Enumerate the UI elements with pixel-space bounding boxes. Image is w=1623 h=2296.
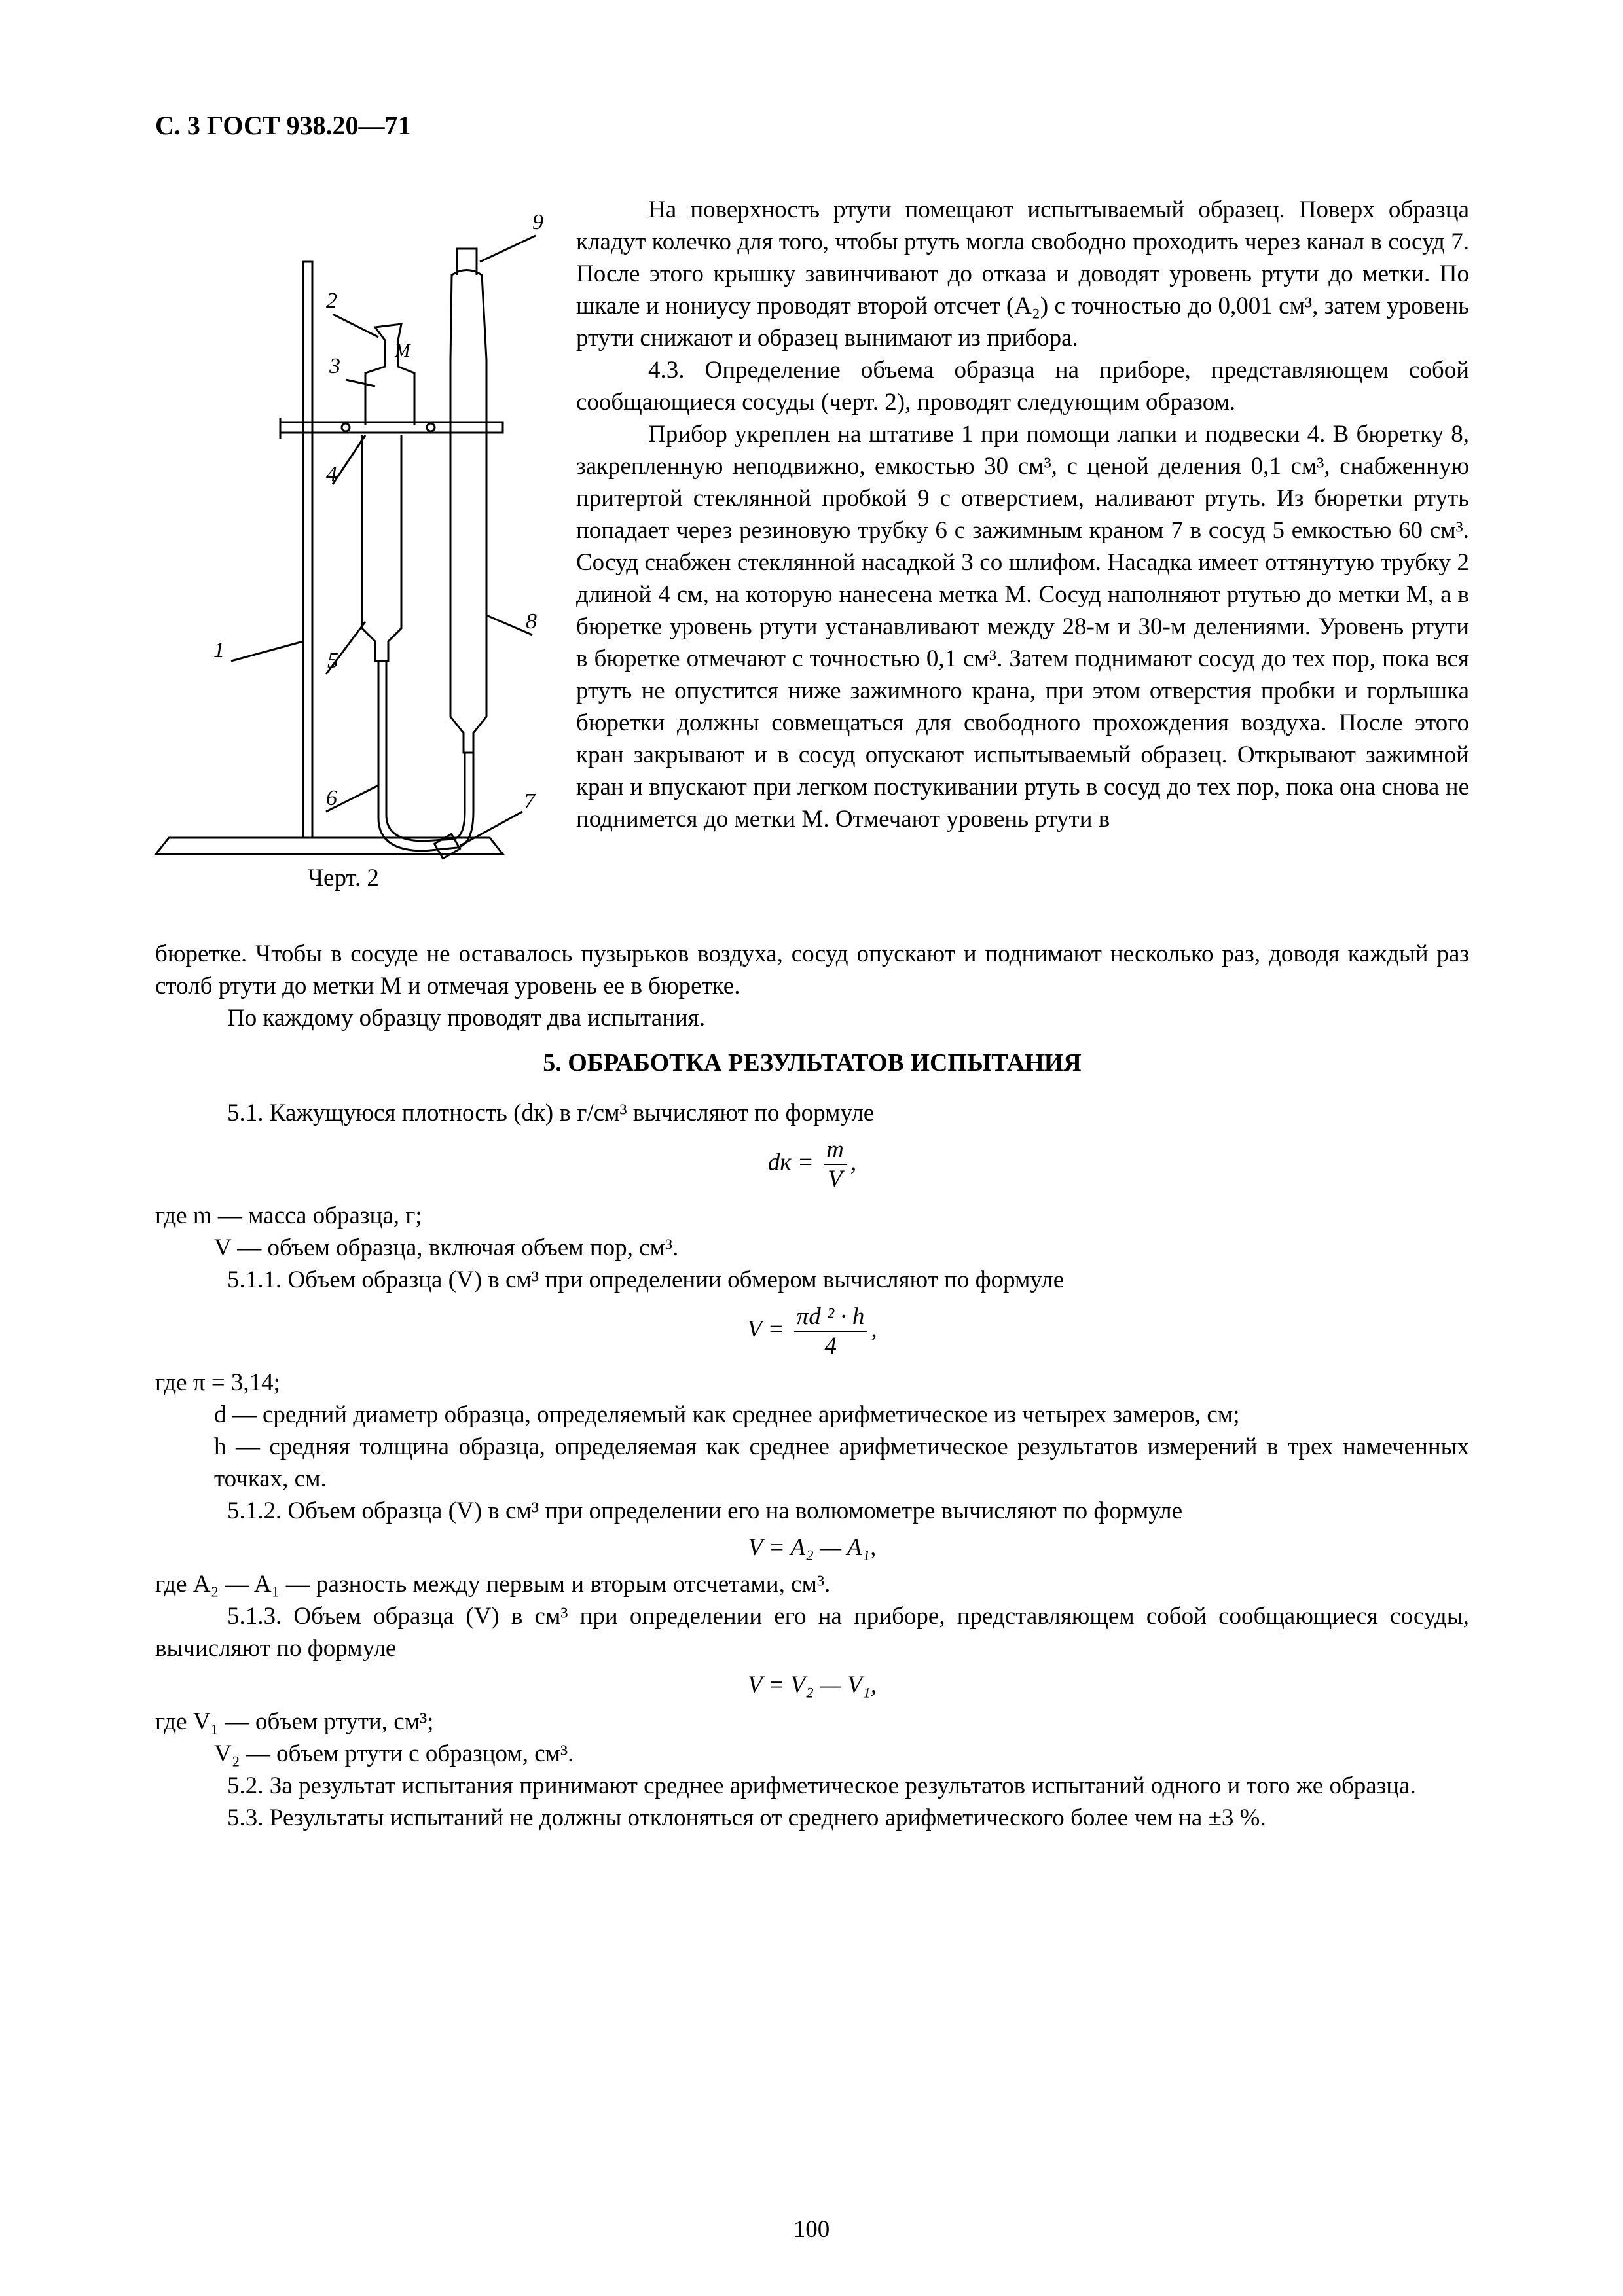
formula-density-num: m [824, 1136, 847, 1165]
paragraph-two-tests: По каждому образцу проводят два испытания. [227, 1005, 706, 1031]
label-1: 1 [213, 638, 225, 662]
apparatus-drawing [149, 209, 568, 916]
paragraph-sample-placement: На поверхность ртути помещают испытываемый образец. Поверх образца кладут колечко для того, чтобы ртуть могла свободно проходить через канал в сосуд 7. После этого крышку завинчивают до отказа и доводят уровень ртути до метки. По шкале и нониусу проводят второй отсчет (A₂) с точностью до 0,001 см³, затем уровень ртути снижают и образец вынимают из прибора. [576, 196, 1469, 351]
where-h: h — средняя толщина образца, определяемая как среднее арифметическое результатов измерений в трех намеченных точках, см. [214, 1433, 1469, 1492]
label-4: 4 [326, 462, 337, 486]
formula-volume-lhs: V = [747, 1316, 784, 1343]
paragraph-5-3: 5.3. Результаты испытаний не должны отклоняться от среднего арифметического более чем на ±3 %. [227, 1804, 1266, 1831]
formula-volumometer: V = A₂ — A₁, [748, 1534, 877, 1561]
continuation-text [155, 938, 1469, 1034]
where-v: V — объем образца, включая объем пор, см³. [214, 1234, 679, 1261]
label-5: 5 [327, 649, 338, 673]
where-d: d — средний диаметр образца, определяемый как среднее арифметическое из четырех замеров, см; [214, 1401, 1240, 1428]
where-v2: V₂ — объем ртути с образцом, см³. [214, 1740, 574, 1767]
figure-caption: Черт. 2 [308, 865, 379, 891]
formula-volume-num: πd ² · h [794, 1302, 867, 1332]
paragraph-continuation: бюретке. Чтобы в сосуде не оставалось пузырьков воздуха, сосуд опускают и поднимают несколько раз, доводя каждый раз столб ртути до метки М и отмечая уровень ее в бюретке. [155, 941, 1469, 999]
label-3: 3 [329, 354, 340, 378]
label-2: 2 [326, 289, 337, 313]
where-a2-a1: где A₂ — A₁ — разность между первым и вторым отсчетами, см³. [155, 1571, 831, 1598]
formula-volume-den: 4 [824, 1333, 837, 1359]
label-6: 6 [326, 786, 337, 810]
paragraph-5-1-2: 5.1.2. Объем образца (V) в см³ при определении его на волюмометре вычисляют по формуле [227, 1498, 1183, 1524]
paragraph-apparatus: Прибор укреплен на штативе 1 при помощи лапки и подвески 4. В бюретку 8, закрепленную неподвижно, емкостью 30 см³, с ценой деления 0,1 см³, снабженную притертой стеклянной пробкой 9 с отверстием, наливают ртуть. Из бюретки ртуть попадает через резиновую трубку 6 с зажимным краном 7 в сосуд 5 емкостью 60 см³. Сосуд снабжен стеклянной насадкой 3 со шлифом. Насадка имеет оттянутую трубку 2 длиной 4 см, на которую нанесена метка М. Сосуд наполняют ртутью до метки М, а в бюретке уровень ртути устанавливают между 28-м и 30-м делениями. Уровень ртути в бюретке отмечают с точностью 0,1 см³. Затем поднимают сосуд до тех пор, пока вся ртуть не опустится ниже зажимного крана, при этом отверстия пробки и горлышка бюретки должны совмещаться для свободного прохождения воздуха. После этого кран закрывают и в сосуд опускают испытываемый образец. Открывают зажимной кран и впускают при легком постукивании ртуть в сосуд до тех пор, пока она снова не поднимется до метки М. Отмечают уровень ртути в [576, 421, 1469, 833]
where-v1: где V₁ — объем ртути, см³; [155, 1708, 434, 1735]
section-title: 5. ОБРАБОТКА РЕЗУЛЬТАТОВ ИСПЫТАНИЯ [543, 1049, 1082, 1077]
page-number: 100 [793, 2216, 830, 2243]
paragraph-5-1: 5.1. Кажущуюся плотность (dк) в г/см³ вычисляют по формуле [227, 1100, 875, 1126]
formula-volume-measure [155, 1302, 1469, 1360]
page-header: С. 3 ГОСТ 938.20—71 [155, 111, 411, 140]
formula-density-lhs: dк = [767, 1149, 814, 1176]
apparatus-figure [149, 209, 568, 916]
paragraph-5-1-3: 5.1.3. Объем образца (V) в см³ при определении его на приборе, представляющем собой сообщающиеся сосуды, вычисляют по формуле [155, 1603, 1469, 1662]
where-m: где m — масса образца, г; [155, 1202, 422, 1229]
formula-density-den: V [828, 1166, 843, 1193]
formula-density [155, 1136, 1469, 1193]
label-8: 8 [526, 609, 537, 634]
paragraph-4-3: 4.3. Определение объема образца на приборе, представляющем собой сообщающиеся сосуды (черт. 2), проводят следующим образом. [576, 357, 1469, 416]
formula-communicating: V = V₂ — V₁, [748, 1672, 877, 1698]
formula-density-fraction [824, 1136, 847, 1193]
label-7: 7 [524, 789, 535, 814]
right-column-text [576, 194, 1469, 835]
formula-density-tail: , [850, 1149, 857, 1176]
label-9: 9 [532, 210, 543, 234]
section-5 [155, 1034, 1469, 1834]
where-pi: где π = 3,14; [155, 1369, 280, 1396]
formula-volume-fraction [794, 1302, 867, 1360]
formula-volume-tail: , [871, 1316, 877, 1343]
paragraph-5-1-1: 5.1.1. Объем образца (V) в см³ при определении обмером вычисляют по формуле [227, 1266, 1065, 1293]
label-m: М [395, 341, 410, 361]
paragraph-5-2: 5.2. За результат испытания принимают среднее арифметическое результатов испытаний одного и того же образца. [227, 1772, 1416, 1799]
